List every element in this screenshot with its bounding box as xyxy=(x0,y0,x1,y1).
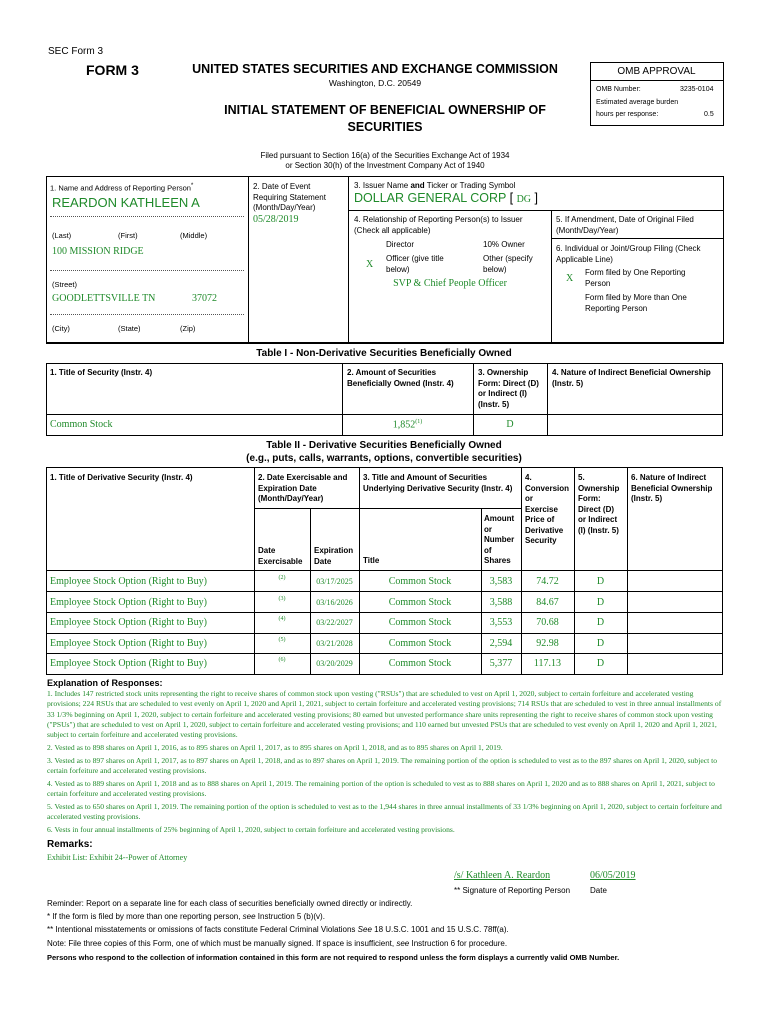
signature-label: ** Signature of Reporting Person xyxy=(454,886,571,895)
signature-name: /s/ Kathleen A. Reardon xyxy=(454,870,551,881)
deriv-underlying-title: Common Stock xyxy=(388,597,452,608)
note-multiple-filers: * If the form is filed by more than one reporting person, see Instruction 5 (b)(v). xyxy=(47,912,325,921)
box6-label: 6. Individual or Joint/Group Filing (Check Applicable Line) xyxy=(556,244,701,264)
officer-option: Officer (give title below) xyxy=(386,254,444,274)
issuer-name: DOLLAR GENERAL CORP [ DG ] xyxy=(354,191,538,205)
deriv-expiration: 03/17/2025 xyxy=(316,577,353,586)
deriv-expiration: 03/22/2027 xyxy=(316,618,353,627)
deriv-title: Employee Stock Option (Right to Buy) xyxy=(50,658,207,669)
table2-sub-date-exercisable: Date Exercisable xyxy=(258,546,303,566)
deriv-expiration: 03/20/2029 xyxy=(316,659,353,668)
table1-title: Table I - Non-Derivative Securities Beneficially Owned xyxy=(256,348,512,359)
explanation-heading: Explanation of Responses: xyxy=(47,678,163,688)
street-label: (Street) xyxy=(52,280,78,289)
deriv-form: D xyxy=(596,597,605,608)
note-copies: Note: File three copies of this Form, one of which must be manually signed. If space is insufficient, see Instruction 6 for procedure. xyxy=(47,939,508,948)
deriv-price: 74.72 xyxy=(536,576,559,587)
officer-title: SVP & Chief People Officer xyxy=(393,278,507,289)
footnote-3: 3. Vested as to 897 shares on April 1, 2017, as to 897 shares on April 1, 2018, and as to 897 shares on April 1, 2019. The remaining portion of the option is scheduled to vest as to the 897 shares on April 1, 2020, subject to certain forfeiture and accelerated vesting provisions. xyxy=(47,756,717,776)
footnote-2: 2. Vested as to 898 shares on April 1, 2016, as to 895 shares on April 1, 2017, as to 895 shares on April 1, 2018, and as to 895 shares on April 1, 2019. xyxy=(47,743,503,752)
deriv-form: D xyxy=(596,576,605,587)
table2-col5: 5. Ownership Form: Direct (D) or Indirect (I) (Instr. 5) xyxy=(578,473,620,535)
box4-label: 4. Relationship of Reporting Person(s) to Issuer (Check all applicable) xyxy=(354,215,523,235)
first-label: (First) xyxy=(118,231,138,240)
deriv-title: Employee Stock Option (Right to Buy) xyxy=(50,638,207,649)
footnote-4: 4. Vested as to 889 shares on April 1, 2018 and as to 888 shares on April 1, 2019. The remaining portion of the option is scheduled to vest as to 888 shares on April 1, 2020 and as to 888 shares on April 1, 2021, subject to certain forfeiture and accelerated vesting provisions. xyxy=(47,779,715,799)
omb-number-label: OMB Number: xyxy=(596,86,641,93)
deriv-expiration: 03/21/2028 xyxy=(316,639,353,648)
deriv-underlying-title: Common Stock xyxy=(388,617,452,628)
table2-subtitle: (e.g., puts, calls, warrants, options, convertible securities) xyxy=(246,453,522,464)
one-person-option: Form filed by One Reporting Person xyxy=(585,268,686,288)
deriv-form: D xyxy=(596,658,605,669)
agency-title: UNITED STATES SECURITIES AND EXCHANGE COMMISSION xyxy=(192,62,558,76)
note-violations: ** Intentional misstatements or omissions of facts constitute Federal Criminal Violations See 18 U.S.C. 1001 and 15 U.S.C. 78ff(a). xyxy=(47,925,509,934)
table1-col1: 1. Title of Security (Instr. 4) xyxy=(50,368,153,377)
table1-row-title: Common Stock xyxy=(50,419,113,430)
ten-percent-option: 10% Owner xyxy=(483,240,525,249)
officer-mark: X xyxy=(366,259,374,270)
footnote-5: 5. Vested as to 650 shares on April 1, 2019. The remaining portion of the option is scheduled to vest as to the 1,944 shares in three annual installments of 33 1/3% beginning on April 1, 2020, subject to certain forfeiture and accelerated vesting provisions. xyxy=(47,802,722,822)
table2-col2: 2. Date Exercisable and Expiration Date (Month/Day/Year) xyxy=(258,473,348,503)
street-value: 100 MISSION RIDGE xyxy=(52,246,144,257)
deriv-underlying-title: Common Stock xyxy=(388,638,452,649)
reporting-person-name: REARDON KATHLEEN A xyxy=(52,195,200,210)
table2-sub-expiration: Expiration Date xyxy=(314,546,354,566)
one-person-mark: X xyxy=(566,273,574,284)
omb-burden-label-2: hours per response: xyxy=(596,111,659,118)
city-label: (City) xyxy=(52,324,70,333)
table1-row-form: D xyxy=(506,419,514,430)
deriv-form: D xyxy=(596,638,605,649)
form-title: FORM 3 xyxy=(86,62,139,78)
other-option: Other (specify below) xyxy=(483,254,533,274)
zip-value: 37072 xyxy=(192,293,217,304)
reminder-text: Reminder: Report on a separate line for each class of securities beneficially owned directly or indirectly. xyxy=(47,899,413,908)
table2-sub-amount: Amount or Number of Shares xyxy=(484,514,515,565)
footnote-6: 6. Vests in four annual installments of 25% beginning of April 1, 2020, subject to certain forfeiture and accelerated vesting provisions. xyxy=(47,825,455,834)
box1-label: 1. Name and Address of Reporting Person* xyxy=(50,182,194,193)
box2-label: 2. Date of Event Requiring Statement (Month/Day/Year) xyxy=(253,182,326,212)
table2-col4: 4. Conversion or Exercise Price of Derivative Security xyxy=(525,473,570,545)
deriv-shares: 3,553 xyxy=(489,617,513,628)
deriv-expiration: 03/16/2026 xyxy=(316,598,353,607)
table2-col6: 6. Nature of Indirect Beneficial Ownership (Instr. 5) xyxy=(631,473,713,503)
deriv-shares: 3,588 xyxy=(489,597,513,608)
omb-notice: Persons who respond to the collection of information contained in this form are not required to respond unless the form displays a currently valid OMB Number. xyxy=(47,953,620,962)
director-option: Director xyxy=(386,240,415,249)
deriv-shares: 5,377 xyxy=(489,658,513,669)
deriv-title: Employee Stock Option (Right to Buy) xyxy=(50,576,207,587)
deriv-shares: 2,594 xyxy=(489,638,513,649)
footnote-1: 1. Includes 147 restricted stock units representing the right to receive shares of common stock upon vesting ("RSUs") that are scheduled to vest on April 1, 2020, subject to certain forfeiture and accelerated vesting provisions; 224 RSUs that are scheduled to vest evenly on April 1, 2020 and April 1, 2021, subject to certain forfeiture and accelerated vesting provisions; 714 RSUs that are scheduled to vest in three annual installments of 33 1/3% beginning on April 1, 2020, subject to certain forfeiture and accelerated vesting provisions; 80 earned but unvested performance share units representing the right to receive shares of common stock upon vesting ("PSUs") that are scheduled to vest on April 1, 2020, subject to certain forfeiture and accelerated vesting provisions; and 110 earned but unvested PSUs that are scheduled to vest evenly on April 1, 2020 and April 1, 2021, subject to certain forfeiture and accelerated vesting provisions. xyxy=(47,689,722,740)
deriv-form: D xyxy=(596,617,605,628)
deriv-shares: 3,583 xyxy=(489,576,513,587)
city-value: GOODLETTSVILLE TN xyxy=(52,293,156,304)
deriv-exercisable: (2) xyxy=(278,575,286,581)
table2-col3: 3. Title and Amount of Securities Underlying Derivative Security (Instr. 4) xyxy=(363,473,513,493)
statement-title-2: SECURITIES xyxy=(347,120,423,134)
table1-col4: 4. Nature of Indirect Beneficial Ownership (Instr. 5) xyxy=(552,368,711,388)
omb-burden-value: 0.5 xyxy=(704,111,714,118)
box5-label: 5. If Amendment, Date of Original Filed (Month/Day/Year) xyxy=(556,215,694,235)
signature-date: 06/05/2019 xyxy=(590,870,636,881)
event-date: 05/28/2019 xyxy=(253,214,299,225)
deriv-exercisable: (4) xyxy=(278,616,286,622)
omb-number-value: 3235-0104 xyxy=(680,86,714,93)
table1-col3: 3. Ownership Form: Direct (D) or Indirect (I) (Instr. 5) xyxy=(478,368,539,409)
deriv-price: 117.13 xyxy=(533,658,562,669)
date-label: Date xyxy=(590,886,607,895)
deriv-title: Employee Stock Option (Right to Buy) xyxy=(50,597,207,608)
zip-label: (Zip) xyxy=(180,324,196,333)
table2-sub-title: Title xyxy=(363,556,380,565)
remarks-heading: Remarks: xyxy=(47,839,93,850)
table1-row-amount: 1,852$^{(1)}$ xyxy=(392,419,423,431)
multi-person-option: Form filed by More than One Reporting Person xyxy=(585,293,687,313)
filed-pursuant-2: or Section 30(h) of the Investment Company Act of 1940 xyxy=(285,161,485,170)
table2-title: Table II - Derivative Securities Beneficially Owned xyxy=(266,440,502,451)
deriv-exercisable: (6) xyxy=(278,657,286,663)
deriv-exercisable: (3) xyxy=(278,596,286,602)
table1-col2: 2. Amount of Securities Beneficially Owned (Instr. 4) xyxy=(347,368,454,388)
deriv-title: Employee Stock Option (Right to Buy) xyxy=(50,617,207,628)
deriv-price: 84.67 xyxy=(536,597,559,608)
deriv-underlying-title: Common Stock xyxy=(388,576,452,587)
state-label: (State) xyxy=(118,324,141,333)
last-label: (Last) xyxy=(52,231,72,240)
table2-col1: 1. Title of Derivative Security (Instr. 4) xyxy=(50,473,193,482)
middle-label: (Middle) xyxy=(180,231,208,240)
box3-label: 3. Issuer Name and Ticker or Trading Symbol xyxy=(354,181,516,190)
filed-pursuant: Filed pursuant to Section 16(a) of the Securities Exchange Act of 1934 xyxy=(260,151,510,160)
deriv-price: 92.98 xyxy=(536,638,559,649)
omb-header: OMB APPROVAL xyxy=(617,66,696,77)
deriv-exercisable: (5) xyxy=(278,637,286,643)
agency-location: Washington, D.C. 20549 xyxy=(328,78,422,88)
statement-title: INITIAL STATEMENT OF BENEFICIAL OWNERSHIP OF xyxy=(224,103,546,117)
omb-burden-label: Estimated average burden xyxy=(596,99,679,106)
deriv-price: 70.68 xyxy=(536,617,559,628)
remarks-text: Exhibit List: Exhibit 24--Power of Attorney xyxy=(47,853,188,862)
form-label: SEC Form 3 xyxy=(48,46,104,57)
deriv-underlying-title: Common Stock xyxy=(388,658,452,669)
